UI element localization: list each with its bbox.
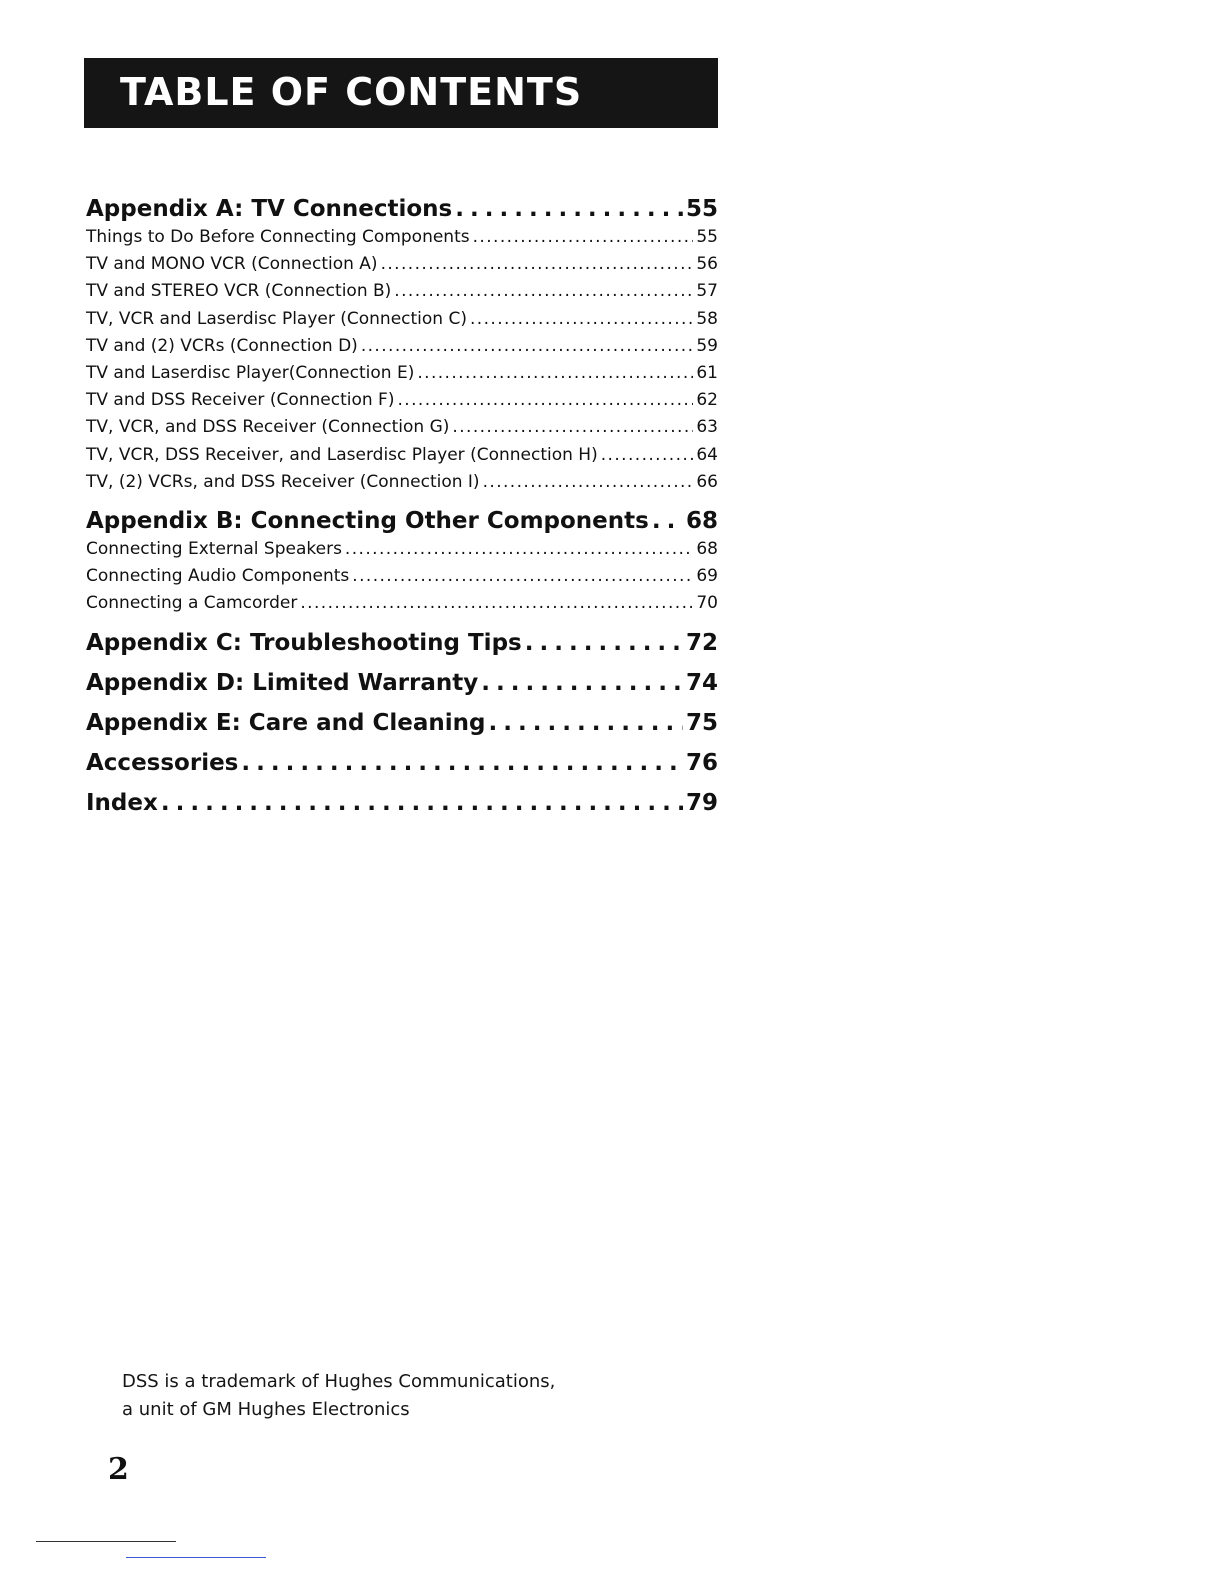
dot-leader (394, 278, 693, 305)
divider (36, 1541, 176, 1542)
divider (126, 1557, 266, 1558)
toc-section-appendix-a[interactable] (86, 194, 718, 224)
dot-leader (652, 506, 683, 536)
dot-leader (601, 442, 694, 469)
page-title: TABLE OF CONTENTS (120, 70, 583, 114)
dot-leader (473, 224, 694, 251)
toc-section-appendix-e[interactable] (86, 708, 718, 738)
toc-page-number: 56 (696, 254, 718, 275)
toc-item-title: TV, VCR and Laserdisc Player (Connection C) (86, 308, 467, 329)
toc-page-number: 62 (696, 390, 718, 411)
toc-page-number: 68 (685, 508, 718, 535)
dot-leader (417, 360, 693, 387)
footnote-line: a unit of GM Hughes Electronics (122, 1399, 410, 1420)
dot-leader (452, 414, 693, 441)
toc-item[interactable] (86, 360, 718, 387)
dot-leader (361, 333, 694, 360)
toc-item-title: TV and Laserdisc Player(Connection E) (86, 363, 415, 384)
toc-page-number: 61 (696, 363, 718, 384)
toc-page-number: 76 (685, 749, 718, 776)
toc-item[interactable] (86, 590, 718, 617)
toc-section-appendix-b[interactable] (86, 506, 718, 536)
header-bar (84, 58, 718, 128)
toc-item[interactable] (86, 414, 718, 441)
dot-leader (397, 387, 693, 414)
toc-page-number: 66 (696, 471, 718, 492)
toc-item[interactable] (86, 469, 718, 496)
dot-leader (483, 469, 694, 496)
toc-item[interactable] (86, 536, 718, 563)
toc-item-title: Connecting External Speakers (86, 539, 342, 560)
dot-leader (489, 708, 683, 738)
toc-section-title: Appendix E: Care and Cleaning (86, 709, 486, 736)
dot-leader (455, 194, 683, 224)
toc-page-number: 63 (696, 417, 718, 438)
toc-item-title: TV, (2) VCRs, and DSS Receiver (Connection I) (86, 471, 480, 492)
toc-item[interactable] (86, 224, 718, 251)
toc-item-title: TV and MONO VCR (Connection A) (86, 254, 378, 275)
toc-section-title: Accessories (86, 749, 239, 776)
toc-item-title: Connecting Audio Components (86, 566, 350, 587)
dot-leader (381, 251, 694, 278)
footnote-line: DSS is a trademark of Hughes Communications, (122, 1371, 556, 1392)
toc-section-index[interactable] (86, 788, 718, 818)
toc-section-title: Appendix B: Connecting Other Components (86, 508, 649, 535)
toc-item-title: TV, VCR, and DSS Receiver (Connection G) (86, 417, 450, 438)
toc-page-number: 57 (696, 281, 718, 302)
toc-item[interactable] (86, 306, 718, 333)
toc-item-title: TV and DSS Receiver (Connection F) (86, 390, 395, 411)
page-number: 2 (108, 1452, 129, 1487)
toc-item-title: TV, VCR, DSS Receiver, and Laserdisc Player (Connection H) (86, 444, 598, 465)
toc-page-number: 75 (685, 709, 718, 736)
toc-item[interactable] (86, 251, 718, 278)
toc-page-number: 74 (685, 669, 718, 696)
toc-item[interactable] (86, 333, 718, 360)
toc-item-title: TV and (2) VCRs (Connection D) (86, 335, 358, 356)
trademark-footnote (122, 1368, 555, 1424)
toc-item[interactable] (86, 442, 718, 469)
toc-item[interactable] (86, 387, 718, 414)
dot-leader (300, 590, 693, 617)
toc-item[interactable] (86, 278, 718, 305)
toc-page-number: 59 (696, 335, 718, 356)
toc-item-title: Connecting a Camcorder (86, 593, 298, 614)
table-of-contents (86, 194, 718, 818)
toc-page-number: 69 (696, 566, 718, 587)
toc-page-number: 70 (696, 593, 718, 614)
toc-page-number: 68 (696, 539, 718, 560)
toc-page-number: 79 (685, 789, 718, 816)
toc-page-number: 64 (696, 444, 718, 465)
dot-leader (161, 788, 683, 818)
dot-leader (525, 628, 683, 658)
toc-section-title: Appendix C: Troubleshooting Tips (86, 629, 522, 656)
toc-item-title: Things to Do Before Connecting Components (86, 227, 470, 247)
dot-leader (481, 668, 683, 698)
toc-page-number: 58 (696, 308, 718, 329)
toc-section-title: Appendix D: Limited Warranty (86, 669, 479, 696)
toc-section-title: Index (86, 789, 158, 816)
toc-page-number: 55 (696, 227, 718, 247)
toc-page-number: 55 (685, 196, 718, 222)
toc-page-number: 72 (685, 629, 718, 656)
toc-section-appendix-d[interactable] (86, 668, 718, 698)
toc-section-accessories[interactable] (86, 748, 718, 778)
toc-section-title: Appendix A: TV Connections (86, 196, 453, 222)
toc-item-title: TV and STEREO VCR (Connection B) (86, 281, 392, 302)
dot-leader (352, 563, 693, 590)
toc-section-appendix-c[interactable] (86, 628, 718, 658)
dot-leader (345, 536, 693, 563)
dot-leader (470, 306, 693, 333)
toc-item[interactable] (86, 563, 718, 590)
dot-leader (241, 748, 683, 778)
